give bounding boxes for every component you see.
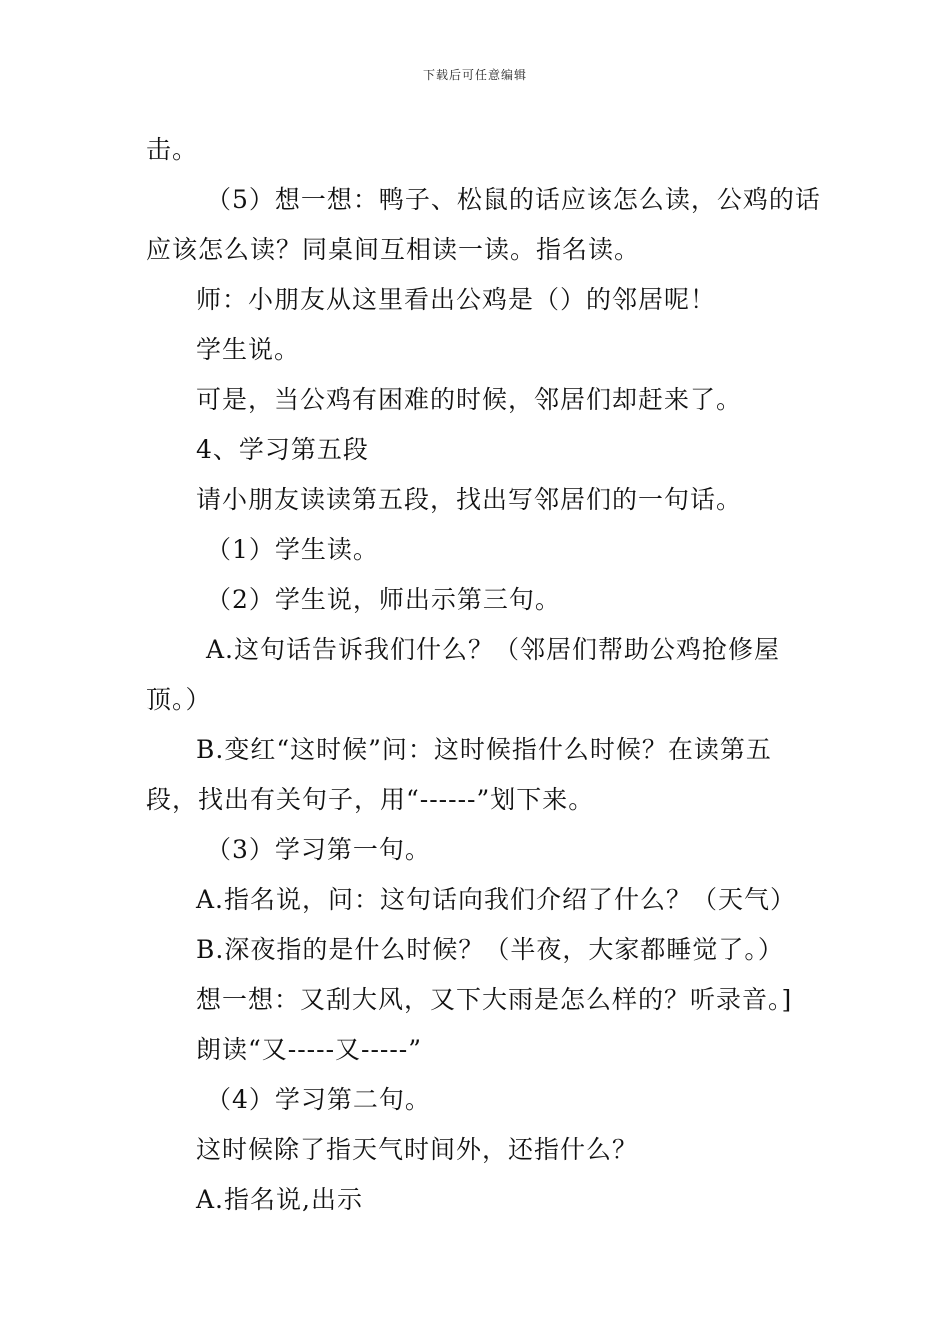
text-line-4: 师：小朋友从这里看出公鸡是（）的邻居呢！ <box>196 285 717 314</box>
text-line-10: （2）学生说，师出示第三句。 <box>206 585 561 614</box>
text-line-9: （1）学生读。 <box>206 535 379 564</box>
page-header: 下载后可任意编辑 <box>422 68 527 82</box>
text-line-14: 段，找出有关句子，用“------”划下来。 <box>146 785 595 814</box>
text-line-8: 请小朋友读读第五段，找出写邻居们的一句话。 <box>196 485 743 514</box>
text-line-22: A.指名说,出示 <box>196 1185 363 1214</box>
text-line-19: 朗读“又-----又-----” <box>196 1035 423 1064</box>
text-line-11: A.这句话告诉我们什么？（邻居们帮助公鸡抢修屋 <box>206 635 781 664</box>
text-line-5: 学生说。 <box>196 335 301 364</box>
text-line-12: 顶。） <box>146 685 212 714</box>
text-line-18: 想一想：又刮大风，又下大雨是怎么样的？听录音。] <box>196 985 793 1014</box>
text-line-20: （4）学习第二句。 <box>206 1085 431 1114</box>
text-line-21: 这时候除了指天气时间外，还指什么？ <box>196 1135 639 1164</box>
text-line-16: A.指名说，问：这句话向我们介绍了什么？（天气） <box>196 885 797 914</box>
text-line-13: B.变红“这时候”问：这时候指什么时候？在读第五 <box>196 735 772 764</box>
text-line-2: （5）想一想：鸭子、松鼠的话应该怎么读，公鸡的话 <box>206 185 821 214</box>
text-line-17: B.深夜指的是什么时候？（半夜，大家都睡觉了。） <box>196 935 784 964</box>
section-heading: 4、学习第五段 <box>196 435 369 464</box>
text-line-1: 击。 <box>146 135 199 164</box>
text-line-15: （3）学习第一句。 <box>206 835 431 864</box>
text-line-3: 应该怎么读？同桌间互相读一读。指名读。 <box>146 235 641 264</box>
text-line-6: 可是，当公鸡有困难的时候，邻居们却赶来了。 <box>196 385 743 414</box>
